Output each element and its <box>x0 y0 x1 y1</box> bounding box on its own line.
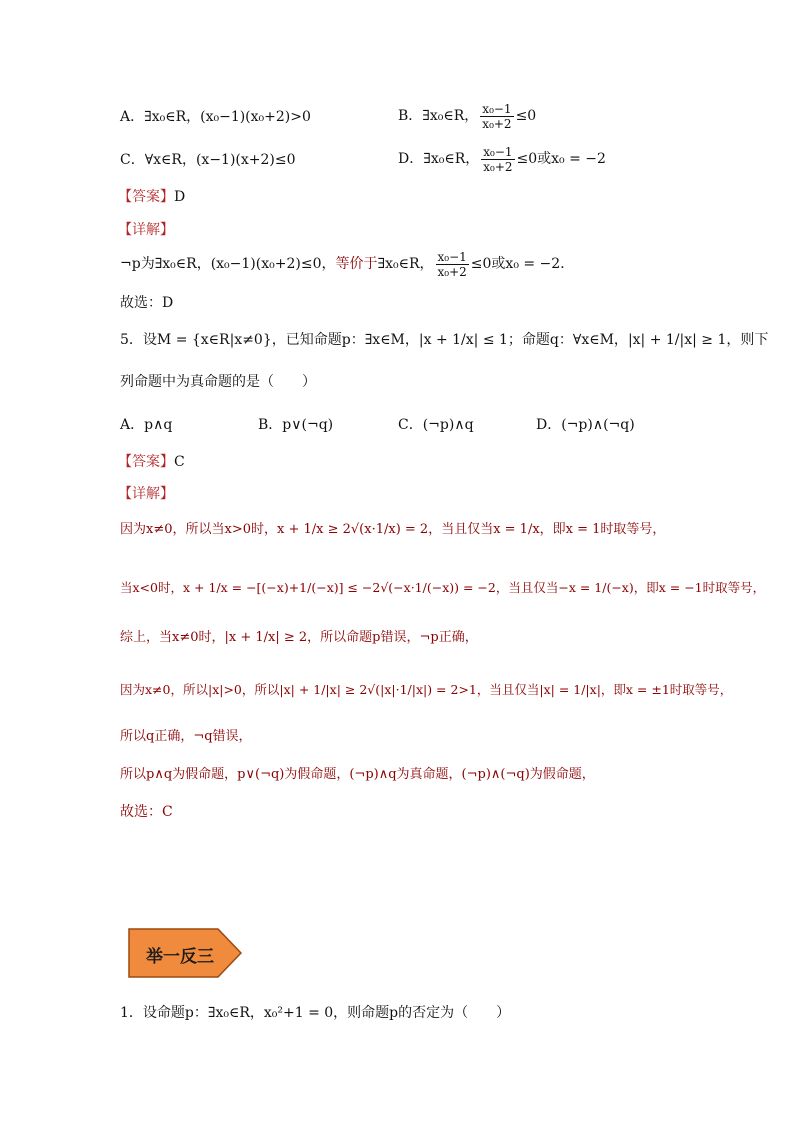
q5-option-a: A．p∧q <box>120 417 173 433</box>
q5-stem-a: 5．设M = {x∈R|x≠0}，已知命题p：∃x∈M， <box>120 332 419 348</box>
q5-detail-line1: 因为x≠0，所以当x>0时，x + 1/x ≥ 2√(x·1/x) = 2，当且仅当x = 1/x，即x = 1时取等号， <box>120 522 666 537</box>
option-d-numerator: x₀−1 <box>483 144 513 159</box>
option-b-prefix: B．∃x₀∈R， <box>398 108 479 124</box>
q5-option-b: B．p∨(¬q) <box>258 417 334 433</box>
section-badge <box>128 928 242 978</box>
option-d <box>398 143 606 175</box>
detail-numerator: x₀−1 <box>437 249 467 264</box>
option-a: A．∃x₀∈R，(x₀−1)(x₀+2)>0 <box>120 109 311 125</box>
detail-label-q5: 【详解】 <box>118 486 174 502</box>
detail-fraction <box>436 250 469 279</box>
q5-detail-line4: 因为x≠0，所以|x|>0，所以|x| + 1/|x| ≥ 2√(|x|·1/|x|) = 2>1，当且仅当|x| = 1/|x|，即x = ±1时取等号， <box>120 682 733 697</box>
option-d-fraction <box>481 145 514 174</box>
q5-stem-c: ，则下 <box>726 332 769 348</box>
option-b-suffix: ≤0 <box>515 108 537 124</box>
answer-line-q4 <box>118 187 185 207</box>
q5-option-d: D．(¬p)∧(¬q) <box>536 417 635 433</box>
detail-line-q4 <box>120 248 574 280</box>
detail-part-d: ≤0或x₀ = −2． <box>470 256 575 272</box>
detail-part-a: ¬p为∃x₀∈R，(x₀−1)(x₀+2)≤0， <box>120 256 336 272</box>
choose-q5: 故选：C <box>120 804 173 820</box>
q5-detail-line6: 所以p∧q为假命题，p∨(¬q)为假命题，(¬p)∧q为真命题，(¬p)∧(¬q)为假命题， <box>120 767 595 782</box>
q1-stem: 1．设命题p：∃x₀∈R，x₀²+1 = 0，则命题p的否定为（ ） <box>120 1005 511 1021</box>
option-b <box>398 100 536 132</box>
option-b-numerator: x₀−1 <box>482 101 512 116</box>
answer-label: 【答案】 <box>118 189 174 205</box>
answer-line-q5 <box>118 452 185 472</box>
q5-stem-abs: |x + 1/x| ≤ 1 <box>418 332 508 348</box>
option-c: C．∀x∈R，(x−1)(x+2)≤0 <box>120 152 296 168</box>
q5-option-c: C．(¬p)∧q <box>398 417 474 433</box>
option-d-denominator: x₀+2 <box>483 159 513 174</box>
detail-part-c: ∃x₀∈R， <box>377 256 434 272</box>
detail-part-b: 等价于 <box>335 256 378 272</box>
q5-detail-line2: 当x<0时，x + 1/x = −[(−x)+1/(−x)] ≤ −2√(−x·1/(−x)) = −2，当且仅当−x = 1/(−x)，即x = −1时取等号， <box>120 580 766 595</box>
option-d-suffix: ≤0或x₀ = −2 <box>516 151 606 167</box>
q5-detail-line5: 所以q正确，¬q错误， <box>120 729 252 744</box>
q5-stem-abs2: |x| + 1/|x| ≥ 1 <box>627 332 727 348</box>
q5-stem-line1 <box>120 330 768 350</box>
detail-denominator: x₀+2 <box>437 264 467 279</box>
answer-label: 【答案】 <box>118 454 174 470</box>
answer-value: D <box>174 189 186 205</box>
option-b-fraction <box>480 102 513 131</box>
option-b-denominator: x₀+2 <box>482 116 512 131</box>
q5-detail-line3: 综上，当x≠0时，|x + 1/x| ≥ 2，所以命题p错误，¬p正确， <box>120 630 478 645</box>
option-d-prefix: D．∃x₀∈R， <box>398 151 480 167</box>
choose-q4: 故选：D <box>120 295 174 311</box>
detail-label-q4: 【详解】 <box>118 222 174 238</box>
answer-value: C <box>174 454 185 470</box>
q5-stem-line2: 列命题中为真命题的是（ ） <box>120 374 316 390</box>
section-title: 举一反三 <box>146 947 214 967</box>
q5-stem-b: ；命题q：∀x∈M， <box>507 332 628 348</box>
